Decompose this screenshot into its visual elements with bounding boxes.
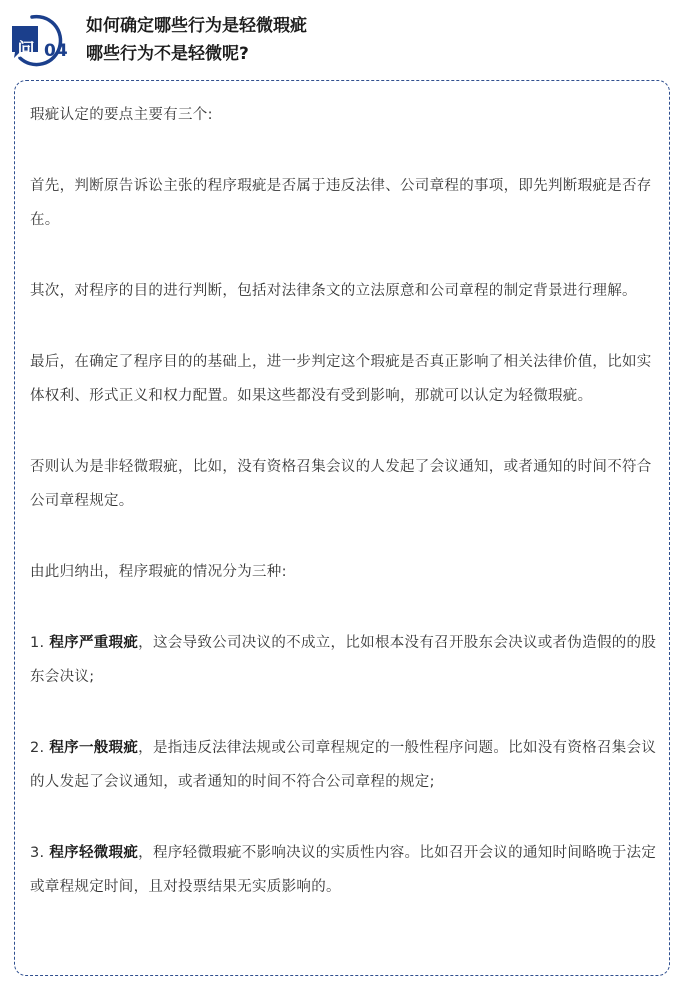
list-item-general bbox=[30, 731, 662, 799]
paragraph-third: 最后，在确定了程序目的的基础上，进一步判定这个瑕疵是否真正影响了相关法律价值，比如实体权利、形式正义和权力配置。如果这些都没有受到影响，那就可以认定为轻微瑕疵。 bbox=[30, 354, 652, 404]
paragraph-otherwise: 否则认为是非轻微瑕疵，比如，没有资格召集会议的人发起了会议通知，或者通知的时间不符合公司章程规定。 bbox=[30, 459, 652, 509]
list-item-text: ，这会导致公司决议的不成立，比如根本没有召开股东会决议或者伪造假的的股东会决议; bbox=[30, 635, 657, 685]
page-title bbox=[86, 12, 666, 68]
question-number: 04 bbox=[44, 41, 68, 61]
title-line-2: 哪些行为不是轻微呢? bbox=[86, 44, 249, 64]
title-line-1: 如何确定哪些行为是轻微瑕疵 bbox=[86, 16, 307, 36]
paragraph-first: 首先，判断原告诉讼主张的程序瑕疵是否属于违反法律、公司章程的事项，即先判断瑕疵是否存在。 bbox=[30, 178, 652, 228]
paragraph-summary: 由此归纳出，程序瑕疵的情况分为三种: bbox=[30, 564, 287, 580]
question-badge bbox=[6, 12, 76, 68]
header bbox=[0, 0, 686, 80]
list-item-number: 2. bbox=[30, 740, 50, 756]
list-item-number: 1. bbox=[30, 635, 50, 651]
list-item-term: 程序一般瑕疵 bbox=[49, 740, 139, 756]
list-item-severe bbox=[30, 626, 662, 694]
paragraph-second: 其次，对程序的目的进行判断，包括对法律条文的立法原意和公司章程的制定背景进行理解。 bbox=[30, 283, 637, 299]
content-body bbox=[30, 98, 662, 904]
list-item-minor bbox=[30, 836, 662, 904]
list-item-term: 程序严重瑕疵 bbox=[49, 635, 139, 651]
list-item-term: 程序轻微瑕疵 bbox=[49, 845, 139, 861]
question-label: 问 bbox=[17, 40, 35, 60]
list-item-text: ，是指违反法律法规或公司章程规定的一般性程序问题。比如没有资格召集会议的人发起了会议通知，或者通知的时间不符合公司章程的规定; bbox=[30, 740, 657, 790]
paragraph-intro: 瑕疵认定的要点主要有三个: bbox=[30, 107, 213, 123]
list-item-text: ，程序轻微瑕疵不影响决议的实质性内容。比如召开会议的通知时间略晚于法定或章程规定时间，且对投票结果无实质影响的。 bbox=[30, 845, 657, 895]
list-item-number: 3. bbox=[30, 845, 50, 861]
